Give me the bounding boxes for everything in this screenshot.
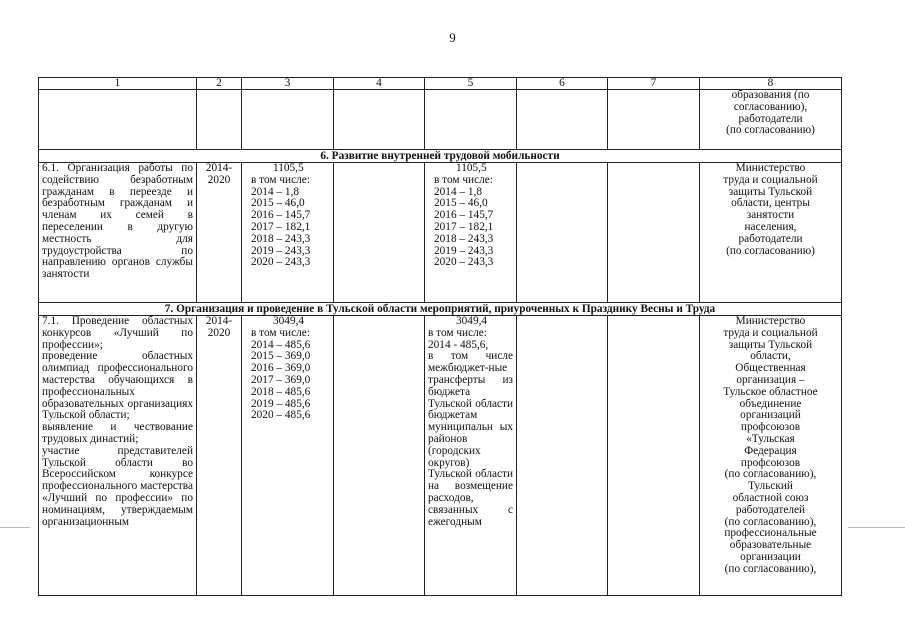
cell — [517, 316, 608, 596]
cell — [608, 316, 700, 596]
funding-details: в том числе: 2014 - 485,6, в том числе межбюджет-ные трансферты из бюджета Тульской области бюджетам муниципальн ых районов (городских округов) Тульской области на возмещение расходов, связанных с ежегодным — [428, 326, 513, 528]
regional-funding-cell — [425, 163, 517, 303]
funding-by-year: в том числе: 2014 – 1,8 2015 – 46,0 2016 – 145,7 2017 – 182,1 2018 – 243,3 2019 – 243,3 2020 – 243,3 — [434, 173, 494, 269]
cell — [334, 163, 425, 303]
section-6-title: 6. Развитие внутренней трудовой мобильности — [39, 150, 842, 163]
section-7-row — [39, 303, 842, 316]
total-funding-cell — [242, 316, 334, 596]
cell — [608, 163, 700, 303]
col-header-5: 5 — [425, 78, 517, 90]
funding-by-year: в том числе: 2014 – 485,6 2015 – 369,0 2016 – 369,0 2017 – 369,0 2018 – 485,6 2019 – 485,6 2020 – 485,6 — [251, 326, 311, 422]
period-cell: 2014- 2020 — [197, 316, 242, 596]
funding-total: 3049,4 — [273, 315, 305, 327]
executors-cell: образования (по согласованию), работодатели (по согласованию) — [700, 90, 842, 150]
program-table — [38, 77, 842, 596]
funding-total: 1105,5 — [456, 162, 487, 174]
activity-cell: 7.1. Проведение областных конкурсов «Лучший по профессии»; проведение областных олимпиад профессионального мастерства обучающихся в профессиональных образовательных организациях Тульской области; выявление и чествование трудовых династий; участие представителей Тульской области во Всероссийском конкурсе профессионального мастерства «Лучший по профессии» по номинациям, утверждаемым организационным — [39, 316, 197, 596]
cell — [334, 316, 425, 596]
col-header-1: 1 — [39, 78, 197, 90]
row-6-1 — [39, 163, 842, 303]
cell — [197, 90, 242, 150]
executors-cell: Министерство труда и социальной защиты Тульской области, Общественная организация – Тульское областное объединение организаций профсоюзов «Тульская Федерация профсоюзов (по согласованию), Тульский областной союз работодателей (по согласованию), профессиональные образовательные организации (по согласованию), — [700, 316, 842, 596]
cell — [39, 90, 197, 150]
col-header-7: 7 — [608, 78, 700, 90]
regional-funding-cell — [425, 316, 517, 596]
scan-mark — [848, 527, 905, 528]
activity-cell: 6.1. Организация работы по содействию безработным гражданам в переезде и безработным гражданам и членам их семей в переселении в другую местность для трудоустройства по направлению органов службы занятости — [39, 163, 197, 303]
section-7-title: 7. Организация и проведение в Тульской области мероприятий, приуроченных к Празднику Весны и Труда — [39, 303, 842, 316]
period-cell: 2014- 2020 — [197, 163, 242, 303]
funding-total: 1105,5 — [273, 162, 304, 174]
cell — [425, 90, 517, 150]
section-6-row — [39, 150, 842, 163]
col-header-4: 4 — [334, 78, 425, 90]
col-header-3: 3 — [242, 78, 334, 90]
col-header-6: 6 — [517, 78, 608, 90]
col-header-8: 8 — [700, 78, 842, 90]
column-number-row — [39, 78, 842, 90]
row-7-1 — [39, 316, 842, 596]
executors-cell: Министерство труда и социальной защиты Тульской области, центры занятости населения, работодатели (по согласованию) — [700, 163, 842, 303]
funding-total: 3049,4 — [456, 315, 488, 327]
scan-mark — [0, 527, 30, 528]
col-header-2: 2 — [197, 78, 242, 90]
total-funding-cell — [242, 163, 334, 303]
cell — [517, 163, 608, 303]
cell — [517, 90, 608, 150]
cell — [608, 90, 700, 150]
page-number: 9 — [449, 30, 456, 45]
continuation-row — [39, 90, 842, 150]
funding-by-year: в том числе: 2014 – 1,8 2015 – 46,0 2016 – 145,7 2017 – 182,1 2018 – 243,3 2019 – 243,3 2020 – 243,3 — [251, 173, 311, 269]
cell — [242, 90, 334, 150]
cell — [334, 90, 425, 150]
